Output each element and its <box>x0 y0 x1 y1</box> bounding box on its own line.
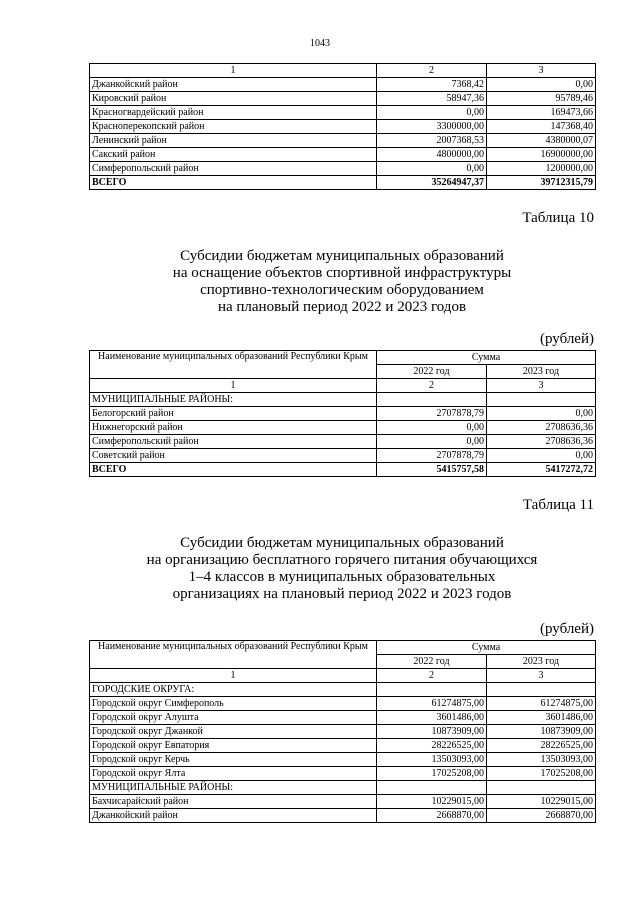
total-2023: 5417272,72 <box>487 463 596 477</box>
value-2023: 0,00 <box>487 449 596 463</box>
table-row <box>90 795 596 809</box>
title-line: на плановый период 2022 и 2023 годов <box>217 299 467 315</box>
column-number: 3 <box>487 379 596 393</box>
value-2022: 2707878,79 <box>377 449 487 463</box>
total-label: ВСЕГО <box>90 176 377 190</box>
header-year-2022: 2022 год <box>377 365 487 379</box>
table-row <box>90 725 596 739</box>
title-line: 1–4 классов в муниципальных образовательных <box>188 569 496 585</box>
column-numbers-row <box>90 669 596 683</box>
column-number: 2 <box>377 64 487 78</box>
table-11-label: Таблица 11 <box>522 497 594 513</box>
table-row <box>90 697 596 711</box>
section-label: ГОРОДСКИЕ ОКРУГА: <box>90 683 377 697</box>
total-label: ВСЕГО <box>90 463 377 477</box>
header-year-2022: 2022 год <box>377 655 487 669</box>
table-row <box>90 809 596 823</box>
row-name: Советский район <box>90 449 377 463</box>
title-line: спортивно-технологическим оборудованием <box>200 282 484 298</box>
row-name: Городской округ Джанкой <box>90 725 377 739</box>
row-name: Джанкойский район <box>90 809 377 823</box>
table-10-title <box>89 248 595 316</box>
value-2022: 3300000,00 <box>377 120 487 134</box>
table-row <box>90 421 596 435</box>
units-label: (рублей) <box>539 621 594 637</box>
table-10 <box>89 350 596 477</box>
row-name: Красногвардейский район <box>90 106 377 120</box>
column-number: 1 <box>90 379 377 393</box>
table-11 <box>89 640 596 823</box>
value-2023: 2668870,00 <box>487 809 596 823</box>
table-row <box>90 106 596 120</box>
value-2023: 95789,46 <box>487 92 596 106</box>
value-2023: 16900000,00 <box>487 148 596 162</box>
value-2023: 10229015,00 <box>487 795 596 809</box>
table-row <box>90 753 596 767</box>
column-number: 2 <box>377 379 487 393</box>
title-line: на оснащение объектов спортивной инфраструктуры <box>172 265 512 281</box>
row-name: Симферопольский район <box>90 435 377 449</box>
title-line: организациях на плановый период 2022 и 2023 годов <box>172 586 512 602</box>
row-name: Городской округ Симферополь <box>90 697 377 711</box>
section-row <box>90 683 596 697</box>
table-11-title <box>89 535 595 603</box>
table-row <box>90 711 596 725</box>
value-2022: 0,00 <box>377 106 487 120</box>
table-row <box>90 148 596 162</box>
title-line: Субсидии бюджетам муниципальных образований <box>180 535 504 551</box>
value-2022: 7368,42 <box>377 78 487 92</box>
value-2022: 0,00 <box>377 421 487 435</box>
row-name: Ленинский район <box>90 134 377 148</box>
value-2022: 58947,36 <box>377 92 487 106</box>
value-2022: 61274875,00 <box>377 697 487 711</box>
row-name: Нижнегорский район <box>90 421 377 435</box>
value-2022: 4800000,00 <box>377 148 487 162</box>
column-numbers-row <box>90 379 596 393</box>
value-2022: 2668870,00 <box>377 809 487 823</box>
value-2022: 28226525,00 <box>377 739 487 753</box>
row-name: Красноперекопский район <box>90 120 377 134</box>
header-year-2023: 2023 год <box>487 655 596 669</box>
value-2022: 10873909,00 <box>377 725 487 739</box>
value-2023: 0,00 <box>487 78 596 92</box>
total-row <box>90 176 596 190</box>
table-row <box>90 739 596 753</box>
row-name: Бахчисарайский район <box>90 795 377 809</box>
value-2022: 10229015,00 <box>377 795 487 809</box>
table-row <box>90 162 596 176</box>
value-2023: 2708636,36 <box>487 435 596 449</box>
value-2023: 4380000,07 <box>487 134 596 148</box>
header-sum: Сумма <box>377 351 596 365</box>
row-name: Городской округ Евпатория <box>90 739 377 753</box>
value-2023: 1200000,00 <box>487 162 596 176</box>
total-2022: 5415757,58 <box>377 463 487 477</box>
value-2022: 13503093,00 <box>377 753 487 767</box>
value-2023: 13503093,00 <box>487 753 596 767</box>
row-name: Городской округ Керчь <box>90 753 377 767</box>
table-row <box>90 407 596 421</box>
table-10-label: Таблица 10 <box>522 210 594 226</box>
table-row <box>90 449 596 463</box>
table-row <box>90 134 596 148</box>
value-2023: 169473,66 <box>487 106 596 120</box>
total-2022: 35264947,37 <box>377 176 487 190</box>
section-label: МУНИЦИПАЛЬНЫЕ РАЙОНЫ: <box>90 781 377 795</box>
value-2022: 0,00 <box>377 162 487 176</box>
column-number: 1 <box>90 669 377 683</box>
header-name: Наименование муниципальных образований Республики Крым <box>90 351 377 379</box>
value-2022: 2707878,79 <box>377 407 487 421</box>
page-number: 1043 <box>310 38 330 49</box>
table-row <box>90 78 596 92</box>
table-row <box>90 120 596 134</box>
title-line: Субсидии бюджетам муниципальных образований <box>180 248 504 264</box>
value-2022: 3601486,00 <box>377 711 487 725</box>
column-number: 3 <box>487 64 596 78</box>
table-row <box>90 92 596 106</box>
row-name: Сакский район <box>90 148 377 162</box>
section-row <box>90 781 596 795</box>
value-2022: 0,00 <box>377 435 487 449</box>
section-label: МУНИЦИПАЛЬНЫЕ РАЙОНЫ: <box>90 393 377 407</box>
row-name: Городской округ Ялта <box>90 767 377 781</box>
value-2023: 0,00 <box>487 407 596 421</box>
header-year-2023: 2023 год <box>487 365 596 379</box>
value-2022: 2007368,53 <box>377 134 487 148</box>
table-continuation <box>89 63 596 190</box>
row-name: Кировский район <box>90 92 377 106</box>
header-name: Наименование муниципальных образований Республики Крым <box>90 641 377 669</box>
row-name: Белогорский район <box>90 407 377 421</box>
value-2023: 147368,40 <box>487 120 596 134</box>
table-row <box>90 767 596 781</box>
value-2023: 28226525,00 <box>487 739 596 753</box>
section-row <box>90 393 596 407</box>
row-name: Симферопольский район <box>90 162 377 176</box>
header-sum: Сумма <box>377 641 596 655</box>
units-label: (рублей) <box>539 331 594 347</box>
column-number: 1 <box>90 64 377 78</box>
row-name: Городской округ Алушта <box>90 711 377 725</box>
column-number: 3 <box>487 669 596 683</box>
value-2023: 3601486,00 <box>487 711 596 725</box>
column-number: 2 <box>377 669 487 683</box>
value-2023: 61274875,00 <box>487 697 596 711</box>
value-2023: 17025208,00 <box>487 767 596 781</box>
total-row <box>90 463 596 477</box>
value-2022: 17025208,00 <box>377 767 487 781</box>
table-row <box>90 435 596 449</box>
value-2023: 2708636,36 <box>487 421 596 435</box>
row-name: Джанкойский район <box>90 78 377 92</box>
total-2023: 39712315,79 <box>487 176 596 190</box>
value-2023: 10873909,00 <box>487 725 596 739</box>
column-numbers-row <box>90 64 596 78</box>
title-line: на организацию бесплатного горячего питания обучающихся <box>146 552 538 568</box>
